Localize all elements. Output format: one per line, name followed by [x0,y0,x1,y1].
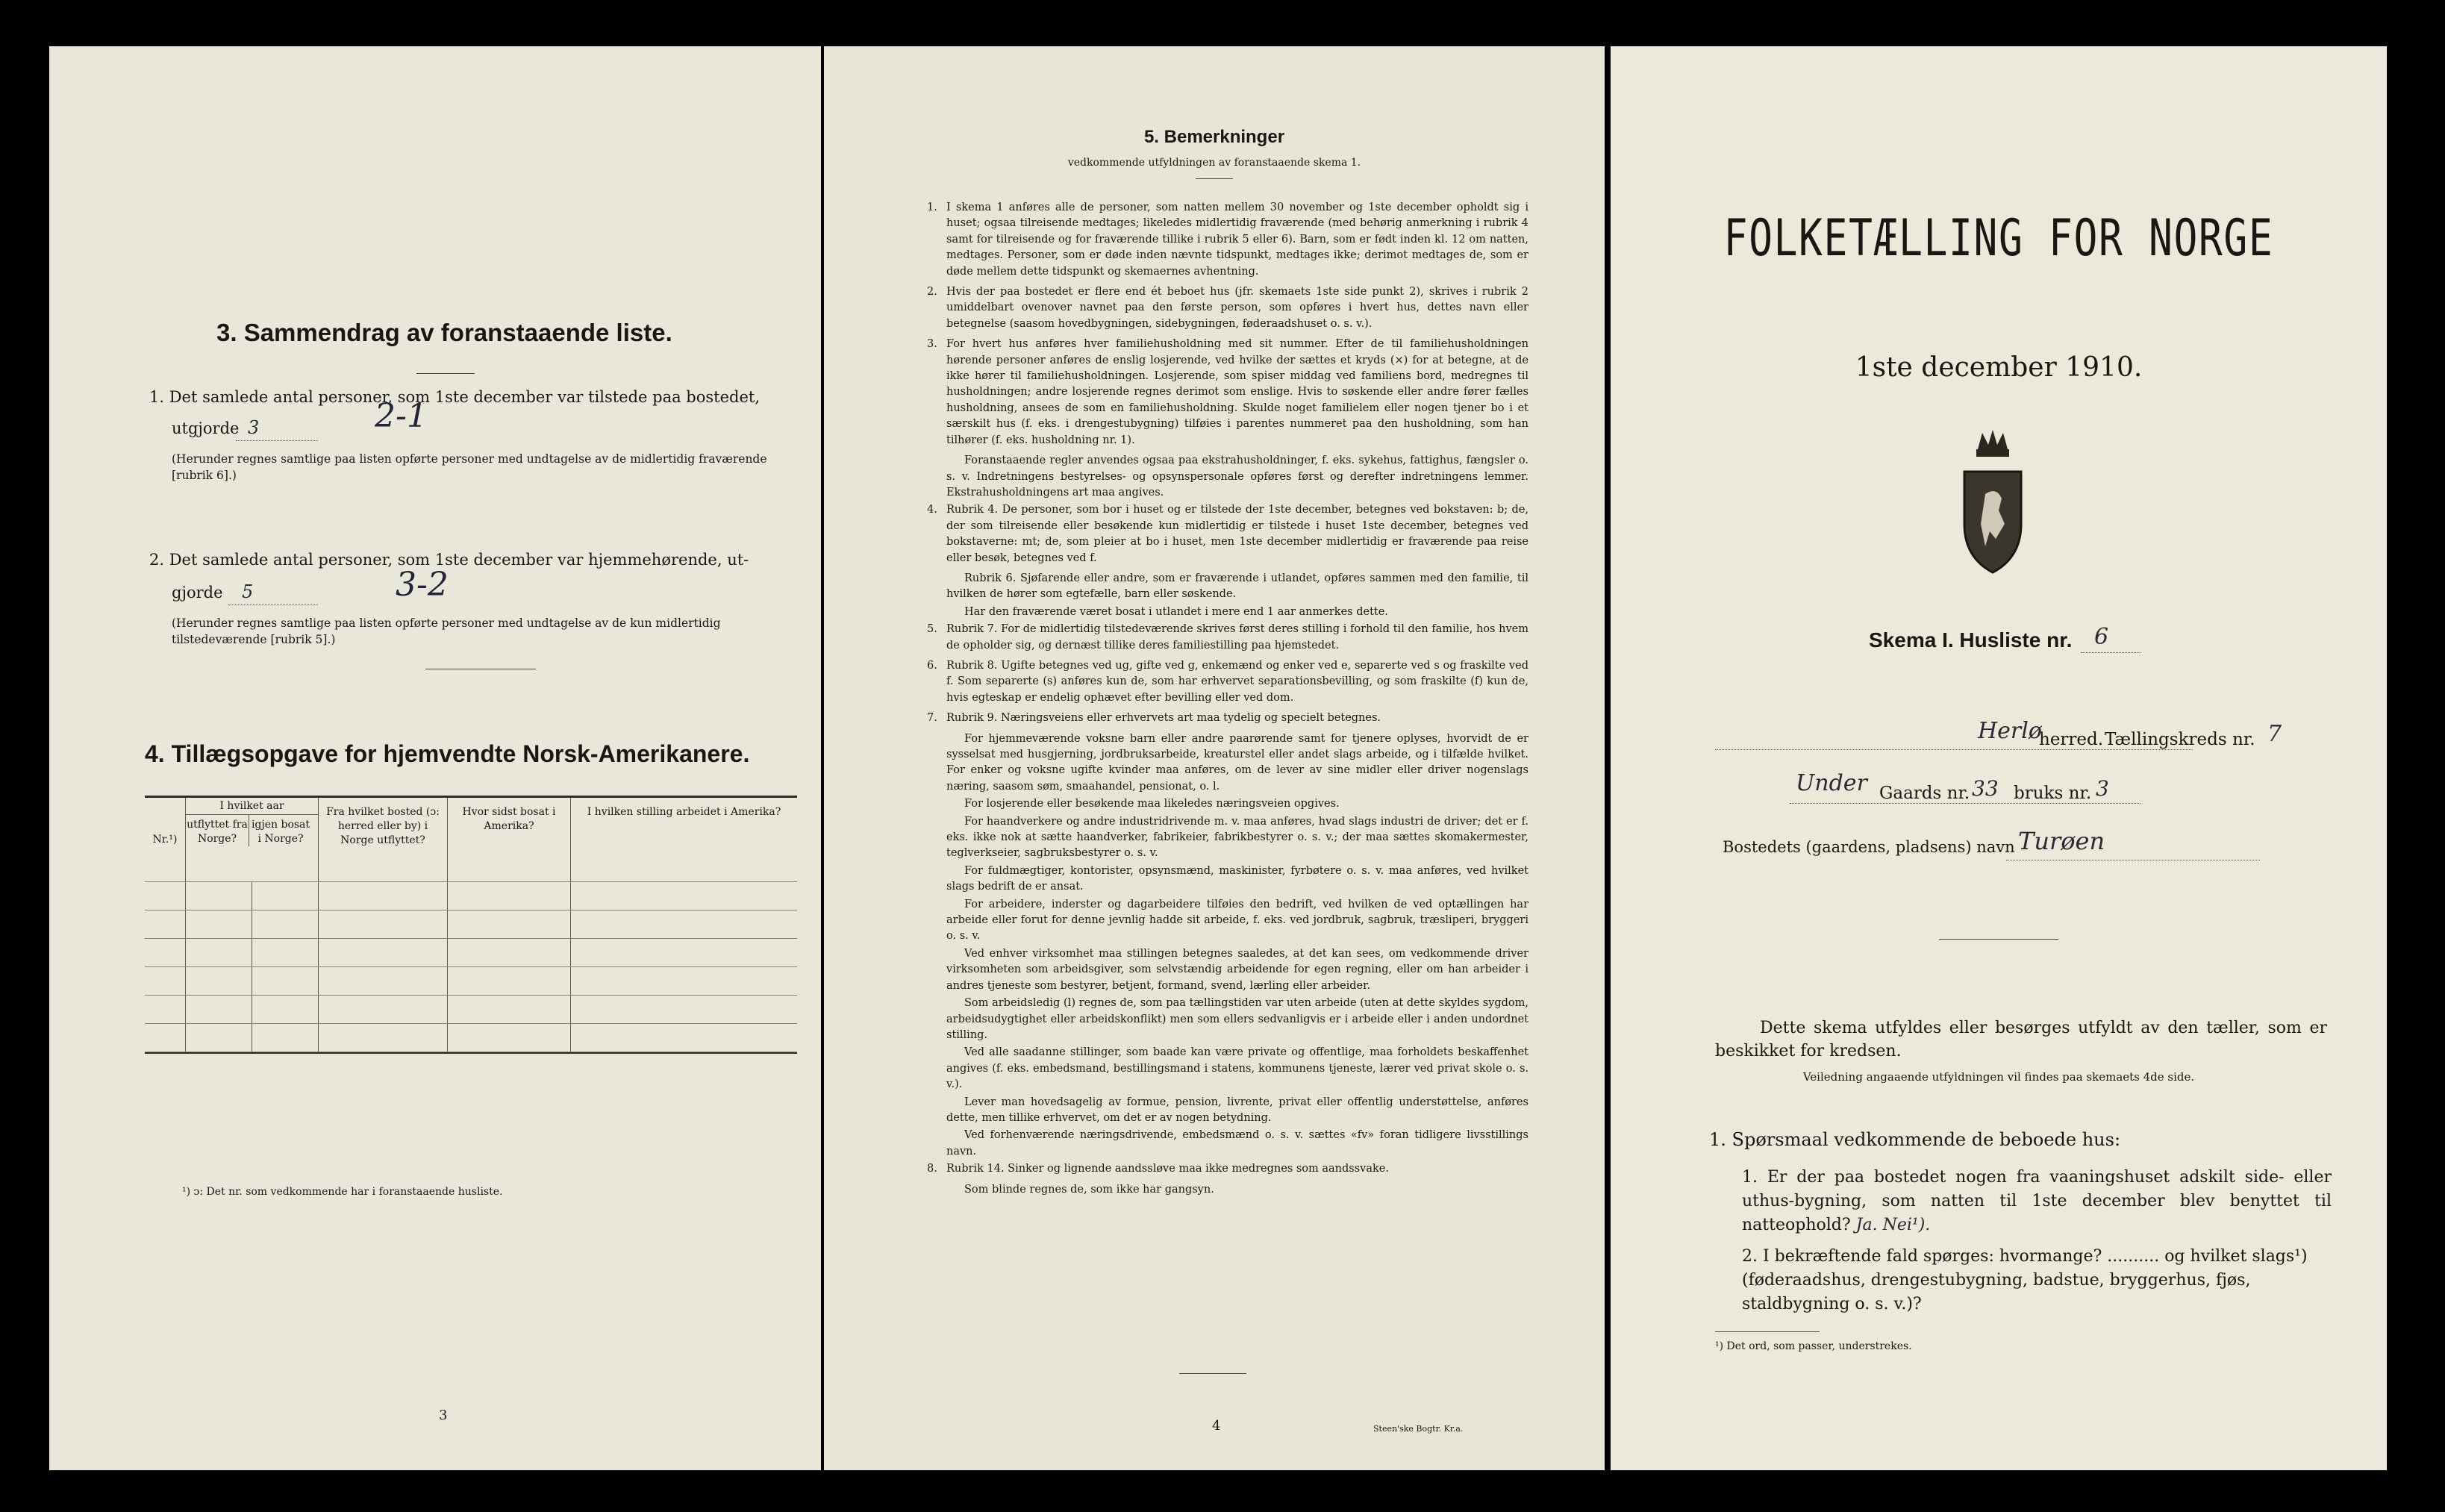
divider-ornament [1939,939,2058,940]
bosted-label: Bostedets (gaardens, pladsens) navn [1723,838,2015,856]
krets-value: 7 [2267,721,2282,747]
table-row [145,910,186,938]
section4-heading: 4. Tillægsopgave for hjemvendte Norsk-Amerikanere. [145,740,750,767]
item1-note: (Herunder regnes samtlige paa listen opførte personer med undtagelse av de midlertidig fraværende [rubrik 6].) [172,452,767,482]
schema-label: Skema I. Husliste nr. [1869,628,2073,652]
col-stilling: I hvilken stilling arbeidet i Amerika? [571,798,798,881]
col-igjen: igjen bosat i Norge? [251,819,310,845]
item2-handwritten: 3-2 [396,566,449,604]
remark-number: 3. [927,338,937,351]
remark-text: Rubrik 14. Sinker og lignende aandssløve maa ikke medregnes som aandssvake. [946,1163,1389,1175]
remark-subparagraph: Som blinde regnes de, som ikke har gangsyn. [964,1183,1214,1196]
question-2: 2. I bekræftende fald spørges: hvormange? .......... og hvilket slags¹) (føderaadshus, drengestubygning, badstue, bryggerhus, fjøs, staldbygning o. s. v.)? [1742,1247,2308,1313]
table-row [145,1023,186,1052]
coat-of-arms-icon [1955,427,2030,576]
remark-text: Rubrik 9. Næringsveiens eller erhvervets art maa tydelig og specielt betegnes. [946,712,1381,725]
divider [416,373,475,374]
col-nr: Nr.¹) [145,798,186,881]
remark-subparagraph: Rubrik 6. Sjøfarende eller andre, som er fraværende i utlandet, opføres sammen med den familie, til hvilken de hører som egtefælle, barn eller søskende. [946,572,1528,601]
table-row [145,995,186,1023]
item1-value: 3 [248,417,260,438]
remark-item [927,284,1528,332]
page-middle [824,46,1605,1470]
divider [1179,1373,1246,1374]
remark-subparagraph: For losjerende eller besøkende maa likeledes næringsveien opgives. [964,798,1340,810]
col-fra: Fra hvilket bosted (ᴐ: herred eller by) i Norge utflyttet? [319,798,448,881]
bruk-nr: 3 [2096,776,2109,801]
printer-imprint: Steen'ske Bogtr. Kr.a. [1373,1424,1464,1434]
item2-value: 5 [242,581,254,602]
table-row [145,938,186,966]
remark-subparagraph: Lever man hovedsagelig av formue, pension, livrente, privat eller offentlig understøttelse, anføres dette, men tillike erhvervet, om det er av nogen betydning. [946,1096,1528,1124]
bemerkninger-list [927,200,1528,1199]
section3-heading: 3. Sammendrag av foranstaaende liste. [216,319,672,346]
col-utflyttet: utflyttet fra Norge? [186,815,249,846]
remark-item [927,502,1528,566]
dotted-line [1790,803,2140,805]
remark-item [927,622,1528,654]
gaard-value: Under [1796,770,1867,796]
remark-number: 5. [927,623,937,636]
herred-label: herred. [2039,730,2104,749]
bemerkninger-heading: 5. Bemerkninger [1143,127,1285,147]
section3-item1: 1. Det samlede antal personer, som 1ste december var tilstede paa bostedet, [149,388,761,406]
remark-subparagraph: Ved alle saadanne stillinger, som baade kan være private og offentlige, maa forholdets beskaffenhet angives (f. eks. embedsmand, bestillingsmand i statens, kommunens tjeneste, lærer ved privat skole o. s. v.). [946,1046,1528,1091]
item2-label: gjorde [172,584,223,602]
remark-text: Rubrik 8. Ugifte betegnes ved ug, gifte ved g, enkemænd og enker ved e, separerte ved s og fraskilte ved f. Som separerte (s) anføres kun de, som har erhvervet separationsbevilling, og som fraskilte (f) kun de, hvis egteskap er endelig ophævet efter bevilling eller ved dom. [946,659,1528,704]
table-row [145,966,186,995]
remark-subparagraph: Har den fraværende været bosat i utlandet i mere end 1 aar anmerkes dette. [964,605,1388,618]
page-left [49,46,821,1470]
footnote: ¹) Det ord, som passer, understrekes. [1715,1340,1912,1352]
remark-text: Hvis der paa bostedet er flere end ét beboet hus (jfr. skemaets 1ste side punkt 2), skrives i rubrik 2 umiddelbart ovenover navnet paa den første person, som opføres i hvert hus, dettes navn eller betegnelse (saasom hovedbygningen, sidebygningen, føderaadshuset o. s. v.). [946,286,1528,330]
krets-label: Tællingskreds nr. [2105,730,2255,749]
remark-item [927,200,1528,280]
remark-subparagraph: Ved forhenværende næringsdrivende, embedsmænd o. s. v. sættes «fv» foran tidligere livsstillings navn. [946,1129,1528,1158]
item1-label: utgjorde [172,419,240,437]
section4-footnote: ¹) ᴐ: Det nr. som vedkommende har i foranstaaende husliste. [182,1186,503,1198]
remark-subparagraph: For arbeidere, inderster og dagarbeidere tilføies den bedrift, ved hvilken de ved optællingen har arbeide eller forut for denne jevnlig hadde sit arbeide, f. eks. ved jordbruk, sagbruk, træsliperi, bryggeri o. s. v. [946,898,1528,943]
dotted-line [2006,860,2260,861]
table-row [145,881,186,910]
gaard-nr: 33 [1972,776,1999,801]
remark-subparagraph: For fuldmægtiger, kontorister, opsynsmænd, maskinister, fyrbøtere o. s. v. maa anføres, ved hvilket slags bedrift de er ansat. [946,864,1528,893]
remark-subparagraph: For haandverkere og andre industridrivende m. v. maa anføres, hvad slags industri de driver; det er f. eks. ikke nok at sætte haandverker, fabrikeier, fabrikbestyrer o. s. v.; der maa sættes skomakermester, teglverkseier, sagbruksbestyrer o. s. v. [946,815,1528,860]
question-1-text: 1. Er der paa bostedet nogen fra vaaningshuset adskilt side- eller uthus-bygning, som natten til 1ste december blev benyttet til natteophold? [1742,1168,2332,1234]
section4-table [145,796,797,1054]
remark-number: 7. [927,712,937,725]
bosted-value: Turøen [2018,827,2105,855]
dotted-line [2081,652,2140,654]
divider [1196,178,1233,179]
bruk-label: bruks nr. [2014,784,2092,803]
col-hvor: Hvor sidst bosat i Amerika? [448,798,571,881]
remark-item [927,710,1528,726]
remark-text: For hvert hus anføres hver familiehusholdning med sit nummer. Efter de til familiehusholdningen hørende personer anføres de enslig losjerende, ved hvilke der sættes et kryds (×) for at betegne, at de ikke hører til familiehusholdningen. Losjerende, som spiser middag ved familiens bord, medregnes til husholdningen; andre losjerende regnes derimot som enslige. Hvis to søskende eller andre fører fælles husholdning, ansees de som en familiehusholdning. Skulde noget familielem eller nogen tjener bo i et særskilt hus (f. eks. i drengestubygning) tilføies i parentes nummeret paa den husholdning, som han tilhører (f. eks. husholdning nr. 1). [946,338,1528,446]
remark-item [927,1161,1528,1177]
item1-handwritten: 2-1 [375,397,428,435]
divider [1715,1331,1820,1332]
remark-subparagraph: Foranstaaende regler anvendes ogsaa paa ekstrahusholdninger, f. eks. sykehus, fattighus, fængsler o. s. v. Indretningens bestyrelses- og opsynspersonale opføres først og derefter indretningens lemmer. Ekstrahusholdningens art maa angives. [946,454,1528,499]
remark-number: 2. [927,286,937,299]
remark-number: 6. [927,659,937,672]
census-date: 1ste december 1910. [1855,352,2143,383]
page-right [1611,46,2387,1470]
remark-item [927,337,1528,449]
section3-item2: 2. Det samlede antal personer, som 1ste december var hjemmehørende, ut- [149,551,749,569]
remark-number: 8. [927,1163,937,1175]
gaard-label: Gaards nr. [1879,784,1970,803]
question-heading: 1. Spørsmaal vedkommende de beboede hus: [1709,1129,2121,1150]
remark-subparagraph: Som arbeidsledig (l) regnes de, som paa tællingstiden var uten arbeide (uten at dette skyldes sygdom, arbeidsudygtighet eller arbeidskonflikt) men som ellers sedvanligvis er i arbeide eller i anden undordnet stilling. [946,997,1528,1041]
remark-text: Rubrik 7. For de midlertidig tilstedeværende skrives først deres stilling i forhold til den familie, hos hvem de opholder sig, og dernæst tillike deres familiestilling paa hjemstedet. [946,623,1528,652]
remark-text: I skema 1 anføres alle de personer, som natten mellem 30 november og 1ste december opholdt sig i huset; ogsaa tilreisende medtages; likeledes midlertidig fraværende (med behørig anmerkning i rubrik 4 samt for tilreisende og for fraværende tillike i rubrik 5 eller 6). Barn, som er født inden kl. 12 om natten, medtages. Personer, som er døde inden nævnte tidspunkt, medtages ikke; derimot medtages de, som er døde mellem dette tidspunkt og skemaernes avhentning. [946,202,1528,278]
question-1-answer: Ja. Nei¹). [1855,1216,1931,1234]
remark-subparagraph: For hjemmeværende voksne barn eller andre paarørende samt for tjenere oplyses, hvorvidt de er sysselsat med husgjerning, jordbruksarbeide, kreaturstel eller andet slags arbeide, og i tilfælde hvilket. For enker og voksne ugifte kvinder maa anføres, om de lever av sine midler eller driver nogenslags næring, saasom søm, smaahandel, pensionat, o. l. [946,732,1528,793]
item2-note: (Herunder regnes samtlige paa listen opførte personer med undtagelse av de kun midlertidig tilstedeværende [rubrik 5].) [172,616,721,646]
remark-number: 4. [927,504,937,516]
intro-text: Dette skema utfyldes eller besørges utfyldt av den tæller, som er beskikket for kredsen. [1715,1019,2327,1060]
remark-text: Rubrik 4. De personer, som bor i huset og er tilstede der 1ste december, betegnes ved bokstaven: b; de, der som tilreisende eller besøkende kun midlertidig er tilstede i huset 1ste december, betegnes ved bokstaverne: mt; de, som pleier at bo i huset, men 1ste december midlertidig er fraværende paa reise eller besøk, betegnes ved f. [946,504,1528,564]
bemerkninger-subheading: vedkommende utfyldningen av foranstaaende skema 1. [1067,157,1361,169]
question-1 [1742,1166,2332,1237]
remark-item [927,658,1528,706]
herred-value: Herlø [1978,718,2042,744]
remark-subparagraph: Ved enhver virksomhet maa stillingen betegnes saaledes, at det kan sees, om vedkommende driver virksomheten som arbeidsgiver, som selvstændig arbeidende for egen regning, eller om han arbeider i andres tjeneste som bestyrer, betjent, formand, svend, lærling eller arbeider. [946,947,1528,992]
page-number: 4 [1212,1418,1221,1434]
dotted-line [236,440,318,442]
census-title: FOLKETÆLLING FOR NORGE [1723,209,2274,268]
page-number: 3 [439,1408,448,1423]
intro-small: Veiledning angaaende utfyldningen vil findes paa skemaets 4de side. [1802,1070,2195,1084]
dotted-line [228,605,318,606]
remark-number: 1. [927,202,937,213]
schema-number: 6 [2094,624,2109,650]
col-group: I hvilket aar [186,798,318,815]
